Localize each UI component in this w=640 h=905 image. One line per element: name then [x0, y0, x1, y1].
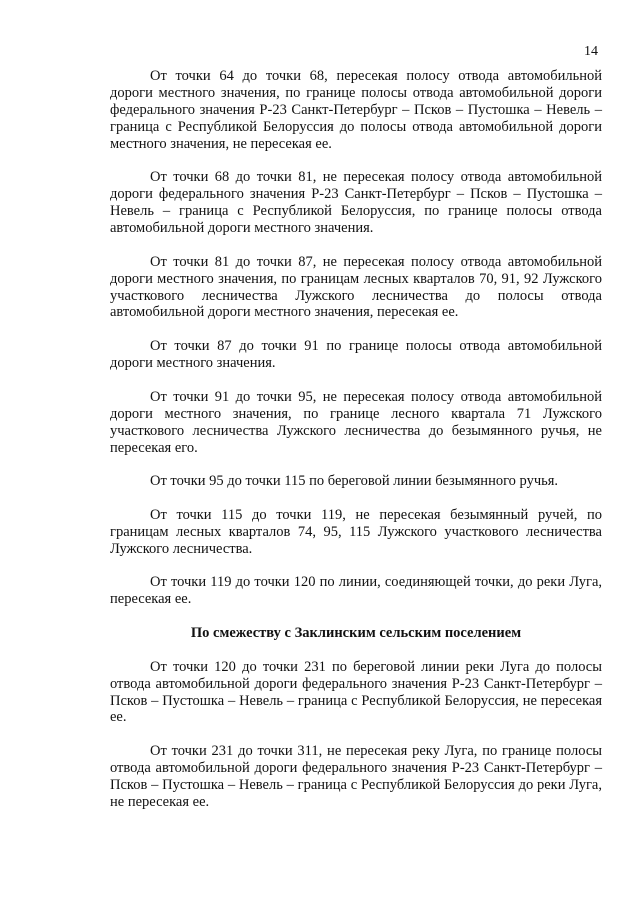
section-heading: По смежеству с Заклинским сельским поселением	[190, 625, 522, 642]
paragraph: От точки 231 до точки 311, не пересекая реку Луга, по границе полосы отвода автомобильной дороги федерального значения Р-23 Санкт-Петербург – Псков – Пустошка – Невель – граница с Республикой Белоруссия до реки Луга, не пересекая ее.	[110, 743, 602, 810]
paragraph: От точки 95 до точки 115 по береговой линии безымянного ручья.	[150, 473, 559, 490]
paragraph: От точки 120 до точки 231 по береговой линии реки Луга до полосы отвода автомобильной дороги федерального значения Р-23 Санкт-Петербург – Псков – Пустошка – Невель – граница с Республикой Белоруссия, не пересекая ее.	[110, 658, 602, 726]
paragraph: От точки 87 до точки 91 по границе полосы отвода автомобильной дороги местного значения.	[110, 338, 602, 372]
paragraph: От точки 119 до точки 120 по линии, соединяющей точки, до реки Луга, пересекая ее.	[110, 574, 602, 608]
page-number: 14	[584, 44, 598, 59]
document-body	[110, 68, 602, 828]
paragraph: От точки 68 до точки 81, не пересекая полосу отвода автомобильной дороги федерального значения Р-23 Санкт-Петербург – Псков – Пустошка – Невель – граница с Республикой Белоруссия, по границе полосы отвода автомобильной дороги местного значения.	[110, 169, 602, 237]
paragraph: От точки 115 до точки 119, не пересекая безымянный ручей, по границам лесных кварталов 74, 95, 115 Лужского участкового лесничества Лужского лесничества.	[110, 506, 602, 557]
paragraph: От точки 81 до точки 87, не пересекая полосу отвода автомобильной дороги местного значения, по границам лесных кварталов 70, 91, 92 Лужского участкового лесничества Лужского лесничества до полосы отвода автомобильной дороги местного значения, пересекая ее.	[110, 253, 602, 321]
paragraph: От точки 64 до точки 68, пересекая полосу отвода автомобильной дороги местного значения, по границе полосы отвода автомобильной дороги федерального значения Р-23 Санкт-Петербург – Псков – Пустошка – Невель – граница с Республикой Белоруссия до полосы отвода автомобильной дороги местного значения, не пересекая ее.	[110, 68, 602, 152]
paragraph: От точки 91 до точки 95, не пересекая полосу отвода автомобильной дороги местного значения, по границе лесного квартала 71 Лужского участкового лесничества Лужского лесничества до безымянного ручья, не пересекая его.	[110, 388, 602, 456]
